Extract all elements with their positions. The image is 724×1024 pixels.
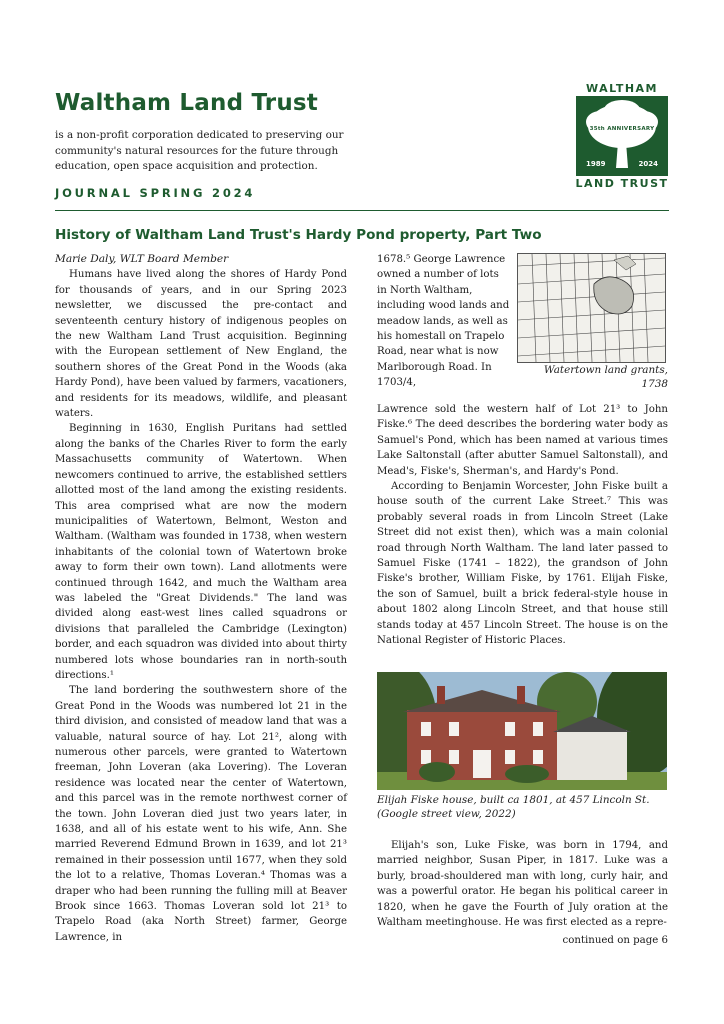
mission-statement: is a non-profit corporation dedicated to preserving our community's natural resources for the future through education, open space acquisition and protection. bbox=[55, 129, 344, 172]
paragraph: 1678.⁵ George Lawrence owned a number of lots in North Waltham, including wood lands and meadow lands, as well as his homestall on Trapelo Road, near what is now Marlborough Road. In 1703/4, bbox=[377, 254, 510, 389]
article-headline: History of Waltham Land Trust's Hardy Pond property, Part Two bbox=[55, 227, 542, 243]
article-right-column bbox=[377, 402, 668, 649]
map-figure bbox=[517, 253, 668, 391]
logo-tree-emblem bbox=[576, 96, 668, 176]
journal-issue: JOURNAL SPRING 2024 bbox=[55, 186, 256, 200]
land-grants-map bbox=[517, 253, 666, 363]
logo-years bbox=[586, 160, 658, 168]
masthead-title: Waltham Land Trust bbox=[55, 90, 319, 116]
article-right-top-text bbox=[377, 252, 511, 391]
paragraph: Lawrence sold the western half of Lot 21³ to John Fiske.⁶ The deed describes the bordering water body as Samuel's Pond, which has been named at various times Lake Saltonstall (after abutter Samuel Saltonstall), and Mead's, Fiske's, Sherman's, and Hardy's Pond. bbox=[377, 404, 668, 477]
fiske-house-photo bbox=[377, 672, 667, 790]
photo-caption: Elijah Fiske house, built ca 1801, at 457 Lincoln St. (Google street view, 2022) bbox=[377, 794, 650, 820]
paragraph: The land bordering the southwestern shore of the Great Pond in the Woods was numbered lot 21 in the third division, and consisted of meadow land that was a valuable, natural source of hay. Lot 21², along with numerous other parcels, were granted to Watertown freeman, John Loveran (aka Lovering). The Loveran residence was located near the center of Watertown, and this parcel was in the remote northwest corner of the town. John Loveran died just two years later, in 1638, and all of his estate went to his wife, Ann. She married Reverend Edmund Brown in 1639, and lot 21³ remained in their possession until 1677, when they sold the lot to a relative, Thomas Loveran.⁴ Thomas was a draper who had been running the fulling mill at Beaver Brook since 1663. Thomas Loveran sold lot 21³ to Trapelo Road (aka North Street) farmer, George Lawrence, in bbox=[55, 685, 347, 943]
logo-anniversary: 35th ANNIVERSARY bbox=[589, 126, 655, 132]
continued-note: continued on page 6 bbox=[562, 935, 668, 946]
logo-bottom-text: LAND TRUST bbox=[575, 177, 669, 190]
paragraph: According to Benjamin Worcester, John Fiske built a house south of the current Lake Street.⁷ This was probably several roads in from Lincoln Street (Lake Street did not exist then), which was a main colonial road through North Waltham. The land later passed to Samuel Fiske (1741 – 1822), the grandson of John Fiske's brother, William Fiske, by 1761. Elijah Fiske, the son of Samuel, built a brick federal-style house in about 1802 along Lincoln Street, and that house still stands today at 457 Lincoln Street. The house is on the National Register of Historic Places. bbox=[377, 481, 668, 647]
paragraph: Beginning in 1630, English Puritans had settled along the banks of the Charles River to form the early Massachusetts community of Watertown. When newcomers continued to arrive, the established settlers allotted most of the land among the existing residents. This area comprised what are now the modern municipalities of Watertown, Belmont, Weston and Waltham. (Waltham was founded in 1738, when western inhabitants of the colonial town of Watertown broke away to form their own town). Land allotments were continued through 1642, and much the Waltham area was labeled the "Great Dividends." The land was divided along east-west lines called squadrons or divisions that paralleled the Cambridge (Lexington) border, and each squadron was divided into about thirty numbered lots whose boundaries ran in north-south directions.¹ bbox=[55, 423, 347, 681]
paragraph: Elijah's son, Luke Fiske, was born in 1794, and married neighbor, Susan Piper, in 1817. Luke was a burly, broad-shouldered man with long, curly hair, and was a powerful orator. He began his political career in 1820, when he gave the Fourth of July oration at the Waltham meetinghouse. He was first elected as a repre- bbox=[377, 840, 668, 929]
logo-year-start: 1989 bbox=[586, 160, 606, 168]
article-left-column bbox=[55, 252, 347, 945]
byline: Marie Daly, WLT Board Member bbox=[55, 253, 229, 265]
paragraph: Humans have lived along the shores of Hardy Pond for thousands of years, and in our Spring 2023 newsletter, we discussed the pre-contact and seventeenth century history of indigenous peoples on the new Waltham Land Trust acquisition. Beginning with the European settlement of New England, the southern shores of the Great Pond in the Woods (aka Hardy Pond), have been valued by farmers, vacationers, and residents for its meadows, wildlife, and pleasant waters. bbox=[55, 269, 347, 420]
land-trust-logo bbox=[574, 82, 670, 198]
header-divider bbox=[55, 210, 669, 211]
logo-top-text: WALTHAM bbox=[585, 82, 658, 95]
map-caption: Watertown land grants, 1738 bbox=[543, 364, 668, 390]
article-right-bottom bbox=[377, 838, 668, 930]
logo-year-end: 2024 bbox=[638, 160, 658, 168]
